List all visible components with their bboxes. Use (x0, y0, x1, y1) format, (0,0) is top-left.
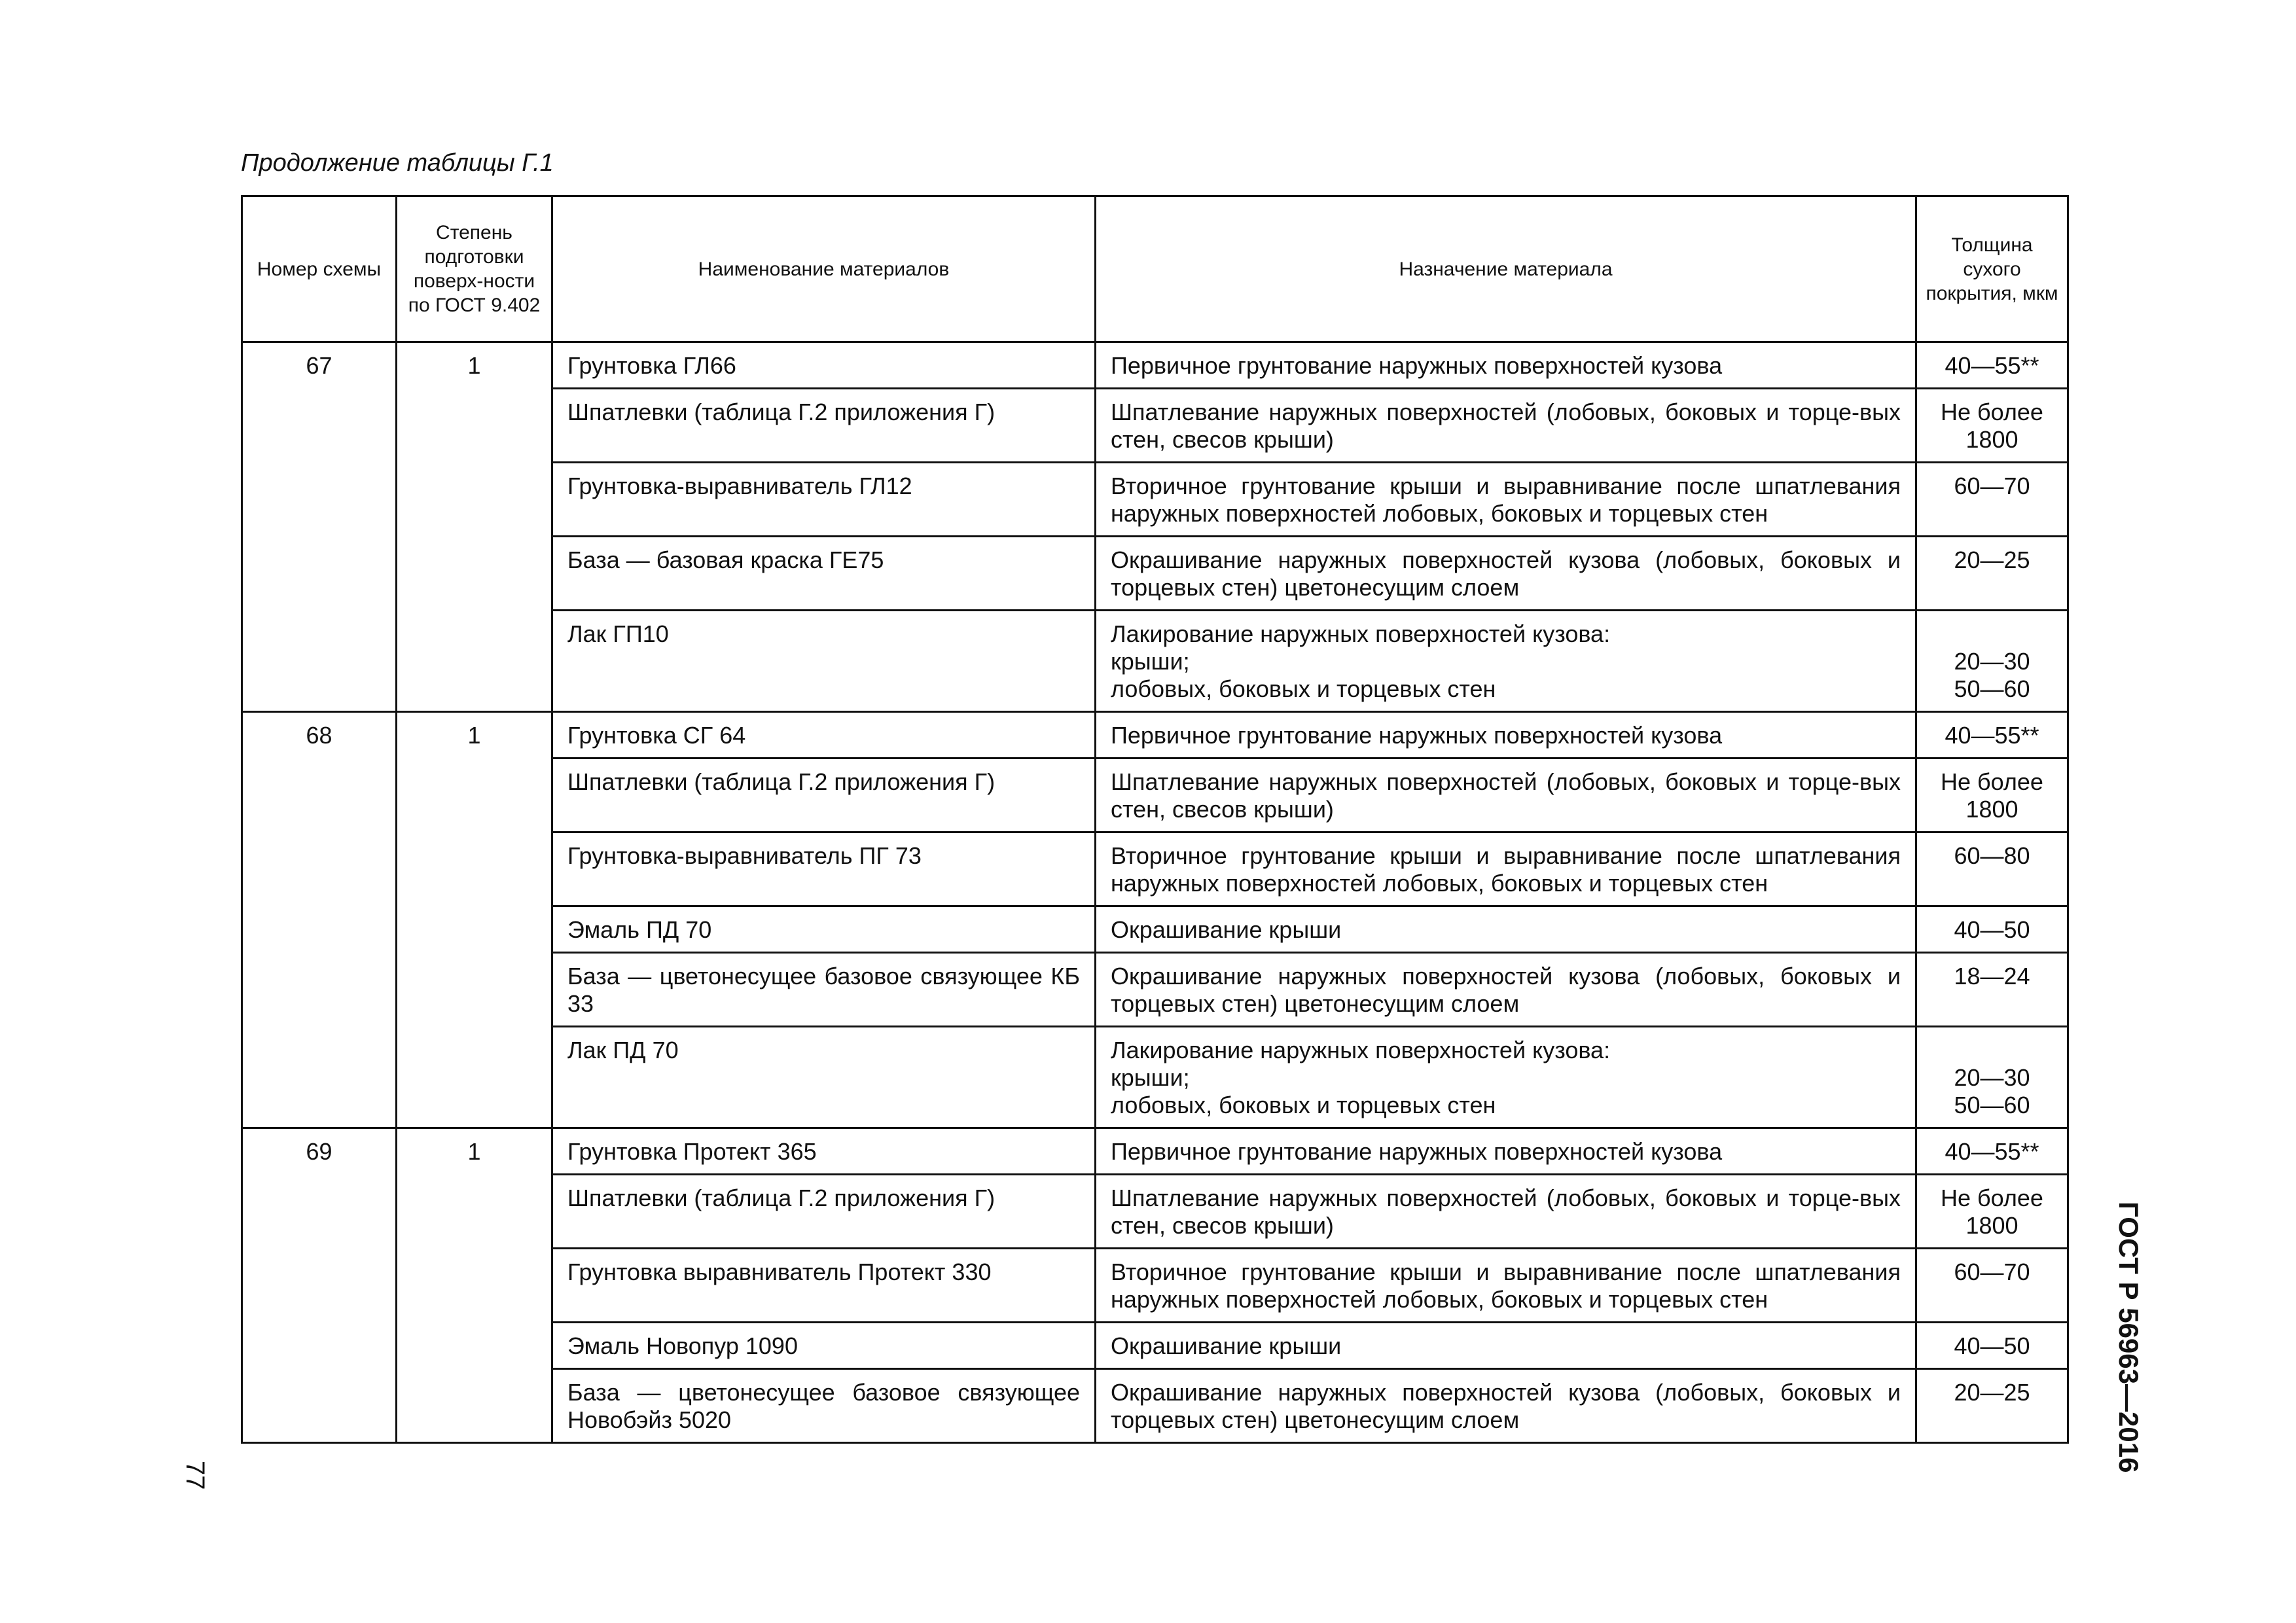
prep-degree-cell: 1 (397, 712, 552, 1128)
material-cell: Лак ПД 70 (552, 1027, 1096, 1128)
table-caption: Продолжение таблицы Г.1 (241, 149, 554, 177)
purpose-cell: Лакирование наружных поверхностей кузова: крыши; лобовых, боковых и торцевых стен (1096, 611, 1916, 712)
material-cell: Грунтовка СГ 64 (552, 712, 1096, 758)
purpose-cell: Шпатлевание наружных поверхностей (лобовых, боковых и торце-вых стен, свесов крыши) (1096, 758, 1916, 832)
thickness-cell: 40—55** (1916, 342, 2068, 389)
purpose-cell: Вторичное грунтование крыши и выравнивание после шпатлевания наружных поверхностей лобовых, боковых и торцевых стен (1096, 463, 1916, 537)
material-cell: Грунтовка Протект 365 (552, 1128, 1096, 1175)
purpose-cell: Окрашивание наружных поверхностей кузова (лобовых, боковых и торцевых стен) цветонесущим слоем (1096, 953, 1916, 1027)
thickness-cell: 20—30 50—60 (1916, 611, 2068, 712)
material-cell: Шпатлевки (таблица Г.2 приложения Г) (552, 758, 1096, 832)
thickness-cell: 40—50 (1916, 906, 2068, 953)
header-scheme: Номер схемы (242, 196, 397, 342)
material-cell: Шпатлевки (таблица Г.2 приложения Г) (552, 389, 1096, 463)
thickness-cell: 60—70 (1916, 463, 2068, 537)
header-prep: Степень подготовки поверх-ности по ГОСТ 9.402 (397, 196, 552, 342)
scheme-number-cell: 69 (242, 1128, 397, 1443)
purpose-cell: Первичное грунтование наружных поверхностей кузова (1096, 342, 1916, 389)
scheme-number-cell: 68 (242, 712, 397, 1128)
thickness-cell: 18—24 (1916, 953, 2068, 1027)
thickness-cell: 60—80 (1916, 832, 2068, 906)
material-cell: База — цветонесущее базовое связующее Новобэйз 5020 (552, 1369, 1096, 1443)
standard-designation: ГОСТ Р 56963—2016 (2113, 1202, 2144, 1473)
thickness-cell: 60—70 (1916, 1249, 2068, 1323)
purpose-cell: Первичное грунтование наружных поверхностей кузова (1096, 1128, 1916, 1175)
prep-degree-cell: 1 (397, 342, 552, 712)
material-cell: База — цветонесущее базовое связующее КБ 33 (552, 953, 1096, 1027)
thickness-cell: 20—25 (1916, 537, 2068, 611)
material-cell: База — базовая краска ГЕ75 (552, 537, 1096, 611)
header-material: Наименование материалов (552, 196, 1096, 342)
material-cell: Грунтовка ГЛ66 (552, 342, 1096, 389)
purpose-cell: Окрашивание крыши (1096, 1323, 1916, 1369)
purpose-cell: Первичное грунтование наружных поверхностей кузова (1096, 712, 1916, 758)
table-row (242, 1128, 2068, 1175)
purpose-cell: Лакирование наружных поверхностей кузова: крыши; лобовых, боковых и торцевых стен (1096, 1027, 1916, 1128)
material-cell: Грунтовка выравниватель Протект 330 (552, 1249, 1096, 1323)
thickness-cell: 20—25 (1916, 1369, 2068, 1443)
header-thickness: Толщина сухого покрытия, мкм (1916, 196, 2068, 342)
material-cell: Шпатлевки (таблица Г.2 приложения Г) (552, 1175, 1096, 1249)
header-purpose: Назначение материала (1096, 196, 1916, 342)
purpose-cell: Окрашивание наружных поверхностей кузова (лобовых, боковых и торцевых стен) цветонесущим слоем (1096, 537, 1916, 611)
prep-degree-cell: 1 (397, 1128, 552, 1443)
material-cell: Грунтовка-выравниватель ПГ 73 (552, 832, 1096, 906)
thickness-cell: 40—55** (1916, 712, 2068, 758)
material-cell: Грунтовка-выравниватель ГЛ12 (552, 463, 1096, 537)
table-row (242, 712, 2068, 758)
material-cell: Лак ГП10 (552, 611, 1096, 712)
purpose-cell: Шпатлевание наружных поверхностей (лобовых, боковых и торце-вых стен, свесов крыши) (1096, 389, 1916, 463)
table-row (242, 342, 2068, 389)
thickness-cell: Не более 1800 (1916, 758, 2068, 832)
header-row (242, 196, 2068, 342)
page-number: 77 (181, 1461, 209, 1490)
table-body (242, 342, 2068, 1443)
material-cell: Эмаль Новопур 1090 (552, 1323, 1096, 1369)
thickness-cell: 20—30 50—60 (1916, 1027, 2068, 1128)
purpose-cell: Шпатлевание наружных поверхностей (лобовых, боковых и торце-вых стен, свесов крыши) (1096, 1175, 1916, 1249)
materials-table (241, 195, 2069, 1444)
thickness-cell: 40—50 (1916, 1323, 2068, 1369)
thickness-cell: Не более 1800 (1916, 1175, 2068, 1249)
purpose-cell: Вторичное грунтование крыши и выравнивание после шпатлевания наружных поверхностей лобовых, боковых и торцевых стен (1096, 1249, 1916, 1323)
purpose-cell: Окрашивание наружных поверхностей кузова (лобовых, боковых и торцевых стен) цветонесущим слоем (1096, 1369, 1916, 1443)
purpose-cell: Вторичное грунтование крыши и выравнивание после шпатлевания наружных поверхностей лобовых, боковых и торцевых стен (1096, 832, 1916, 906)
scheme-number-cell: 67 (242, 342, 397, 712)
purpose-cell: Окрашивание крыши (1096, 906, 1916, 953)
thickness-cell: 40—55** (1916, 1128, 2068, 1175)
thickness-cell: Не более 1800 (1916, 389, 2068, 463)
material-cell: Эмаль ПД 70 (552, 906, 1096, 953)
